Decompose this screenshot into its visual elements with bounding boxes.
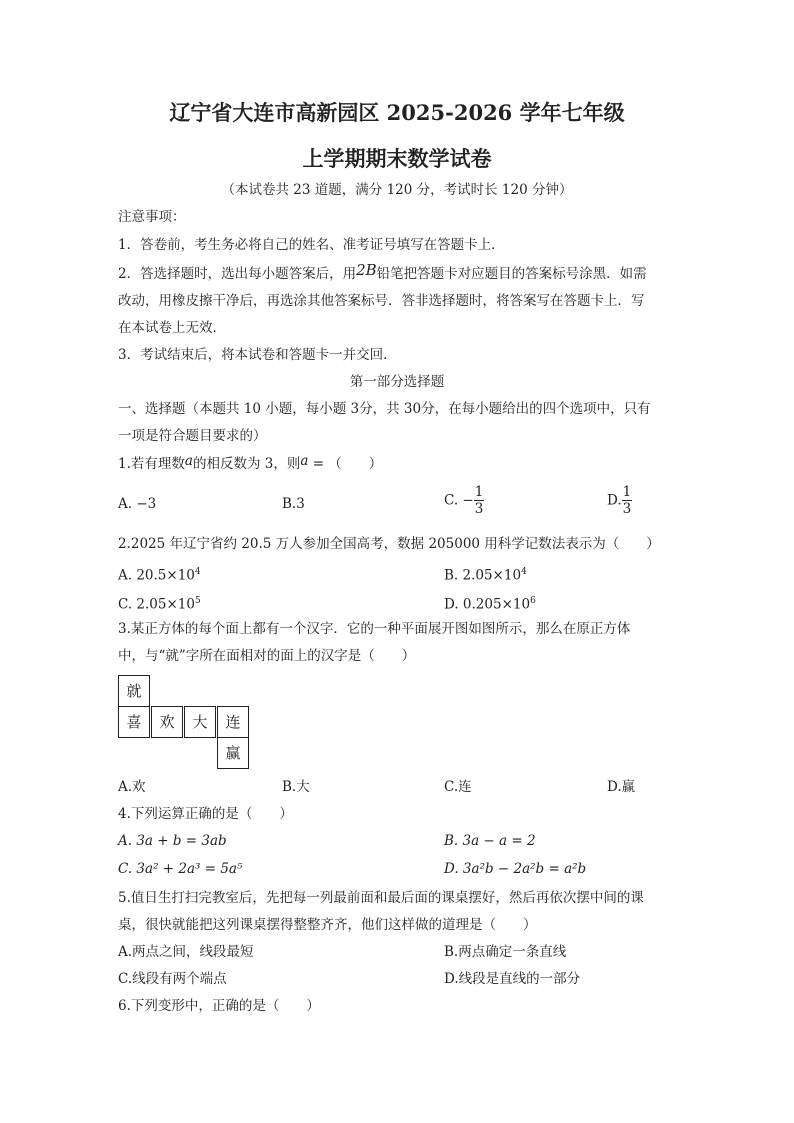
note-2-text-b: 铅笔把答题卡对应题目的答案标号涂黑．如需: [376, 266, 647, 282]
exam-title-line1: 辽宁省大连市高新园区 2025-2026 学年七年级: [169, 100, 625, 125]
q1-option-b: B.3: [282, 496, 305, 512]
q1-option-a: A. −3: [118, 496, 157, 512]
q1-option-d-fraction: [622, 484, 633, 517]
q5-stem-line2: 桌，很快就能把这列课桌摆得整整齐齐，他们这样做的道理是（ ）: [118, 917, 537, 933]
q2-stem: 2.2025 年辽宁省约 20.5 万人参加全国高考，数据 205000 用科学记数法表示为（ ）: [118, 536, 660, 552]
exam-title-line2: 上学期期末数学试卷: [302, 146, 492, 171]
q4-stem: 4.下列运算正确的是（ ）: [118, 806, 293, 822]
q1-stem-a: 1.若有理数: [118, 456, 185, 472]
q2-d-exponent: 6: [530, 596, 536, 606]
exam-subtitle: （本试卷共 23 道题，满分 120 分，考试时长 120 分钟）: [221, 182, 573, 198]
q4-option-d: D. 3a²b − 2a²b = a²b: [444, 861, 587, 877]
q2-option-c: [118, 592, 201, 614]
q4-option-b: B. 3a − a = 2: [444, 833, 536, 849]
q3-stem-line1: 3.某正方体的每个面上都有一个汉字．它的一种平面展开图如图所示，那么在原正方体: [118, 621, 631, 637]
note-2-line1: [118, 261, 647, 283]
q1-var-a2: a: [300, 453, 309, 469]
section-heading-line1: 一、选择题（本题共 10 小题，每小题 3分，共 30分，在每小题给出的四个选项中，只有: [118, 401, 651, 417]
q2-b-exponent: 4: [521, 567, 527, 577]
net-cell-row-4: 连: [217, 706, 249, 738]
net-cell-top: 就: [118, 675, 150, 707]
q1-stem-b: 的相反数为 3，则: [192, 456, 301, 472]
q5-option-b: B.两点确定一条直线: [444, 944, 567, 960]
notes-heading: 注意事项：: [118, 209, 186, 225]
note-2-line3: 在本试卷上无效．: [118, 320, 226, 336]
q1-stem: [118, 455, 382, 473]
net-cell-row-1: 喜: [118, 706, 150, 738]
q2-option-d: [444, 592, 536, 614]
pencil-grade: 2B: [356, 261, 377, 279]
note-1: 1．答卷前，考生务必将自己的姓名、准考证号填写在答题卡上．: [118, 237, 505, 253]
q3-option-d: D.赢: [607, 779, 636, 795]
q1-option-c-fraction: [474, 484, 485, 517]
q4-option-a: A. 3a + b = 3ab: [118, 833, 227, 849]
q3-option-a: A.欢: [118, 779, 146, 795]
q1-c-denominator: 3: [474, 501, 484, 517]
q3-option-b: B.大: [282, 779, 310, 795]
q2-c-exponent: 5: [194, 596, 201, 606]
q5-stem-line1: 5.值日生打扫完教室后，先把每一列最前面和最后面的课桌摆好，然后再依次摆中间的课: [118, 890, 644, 906]
q5-option-c: C.线段有两个端点: [118, 971, 227, 987]
q6-stem: 6.下列变形中，正确的是（ ）: [118, 998, 320, 1014]
q1-var-a: a: [184, 453, 193, 469]
q1-option-c: [444, 484, 484, 517]
net-cell-bottom: 赢: [217, 737, 249, 769]
q2-a-exponent: 4: [194, 567, 201, 577]
q1-stem-c: = （ ）: [308, 456, 383, 472]
q5-option-d: D.线段是直线的一部分: [444, 971, 581, 987]
q1-d-denominator: 3: [622, 501, 632, 517]
net-cell-row-2: 欢: [151, 706, 183, 738]
q2-d-base: D. 0.205×10: [444, 596, 531, 613]
q1-option-d-prefix: D.: [607, 492, 622, 509]
q3-option-c: C.连: [444, 779, 472, 795]
part1-heading: 第一部分选择题: [349, 374, 445, 390]
q1-c-numerator: 1: [474, 484, 484, 500]
net-cell-row-3: 大: [184, 706, 216, 738]
q2-a-base: A. 20.5×10: [118, 567, 195, 584]
note-2-text-a: 2．答选择题时，选出每小题答案后，用: [118, 266, 357, 282]
note-2-line2: 改动，用橡皮擦干净后，再选涂其他答案标号．答非选择题时，将答案写在答题卡上．写: [118, 293, 645, 309]
q2-option-a: [118, 563, 201, 585]
q2-b-base: B. 2.05×10: [444, 567, 522, 584]
q3-stem-line2: 中，与“就”字所在面相对的面上的汉字是（ ）: [118, 648, 416, 664]
q4-option-c: C. 3a² + 2a³ = 5a⁵: [118, 861, 243, 877]
note-3: 3．考试结束后，将本试卷和答题卡一并交回．: [118, 347, 397, 363]
q2-c-base: C. 2.05×10: [118, 596, 195, 613]
section-heading-line2: 一项是符合题目要求的）: [118, 428, 267, 444]
q1-d-numerator: 1: [622, 484, 632, 500]
q5-option-a: A.两点之间，线段最短: [118, 944, 254, 960]
q2-option-b: [444, 563, 527, 585]
q1-option-d: [607, 484, 632, 517]
q1-option-c-prefix: C. −: [444, 492, 474, 509]
